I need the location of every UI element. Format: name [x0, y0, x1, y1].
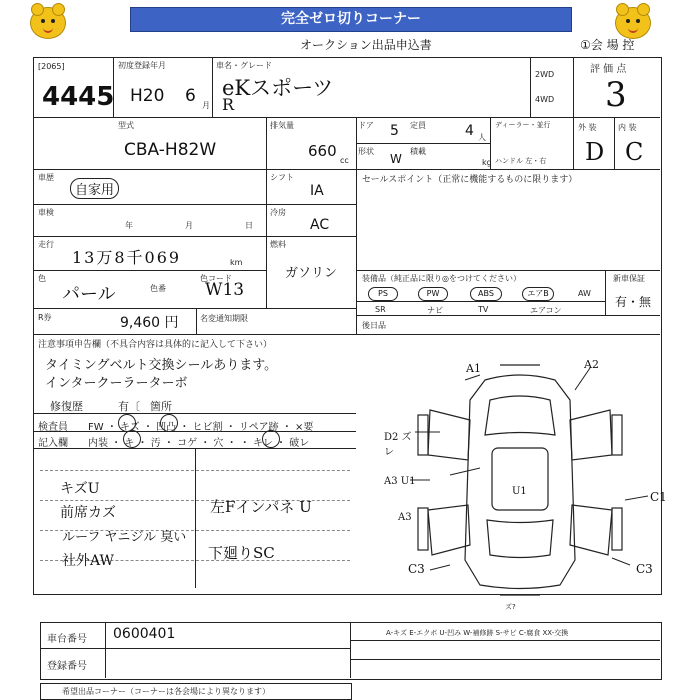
- diag-d2: D2 ズレ: [384, 432, 412, 458]
- car-name: eKスポーツ: [222, 76, 334, 100]
- fuel-value: ガソリン: [285, 266, 338, 281]
- venue-copy: ①会 場 控: [580, 38, 635, 52]
- diag-c3-right: C3: [636, 562, 653, 576]
- ac-value: AC: [310, 217, 330, 233]
- hand-note-6: 下廻りSC: [208, 544, 275, 562]
- note-line-2: インタークーラーターボ: [45, 376, 188, 391]
- mascot-left-icon: [30, 7, 66, 39]
- damage-legend: A-キズ E-エクボ U-凹み W-補修跡 S-サビ C-腐食 XX-交換: [386, 629, 569, 637]
- hand-note-5: 左Fインパネ U: [210, 498, 312, 516]
- hand-note-1: キズU: [60, 481, 100, 497]
- model-label: 型式: [118, 121, 134, 130]
- diag-a3u1: A3 U1: [384, 476, 416, 487]
- hand-note-2: 前席カズ: [60, 505, 116, 521]
- diag-c1: C1: [650, 490, 667, 504]
- equip-abs: ABS: [470, 287, 502, 301]
- price-value: 9,460 円: [120, 315, 179, 331]
- score-value: 3: [605, 75, 627, 115]
- first-reg-year: H20: [130, 86, 165, 106]
- chassis-number: 0600401: [113, 626, 176, 642]
- equip-aw: AW: [578, 289, 591, 298]
- diag-a3: A3: [398, 512, 412, 523]
- record-row: 内装 ・ キ ・ 汚 ・ コゲ ・ 穴 ・ ・ キレ ・ 破レ: [88, 438, 310, 449]
- equip-ps: PS: [368, 287, 398, 301]
- first-reg-label: 初度登録年月: [118, 61, 166, 70]
- first-reg-month: 6: [185, 86, 196, 106]
- hand-note-3: ルーフ ヤニジル 臭い: [62, 530, 187, 545]
- exterior-grade: D: [585, 138, 605, 166]
- diag-u1: U1: [512, 486, 527, 497]
- shift-value: IA: [310, 183, 324, 199]
- usage-value: 自家用: [70, 178, 119, 199]
- interior-grade: C: [625, 138, 644, 166]
- diag-a1: A1: [466, 362, 481, 375]
- lot-small: [2065]: [38, 62, 65, 71]
- capacity-value: 4: [465, 123, 474, 139]
- car-grade: R: [222, 95, 235, 114]
- equip-airbag: エアB: [522, 287, 554, 301]
- displacement-value: 660: [308, 142, 337, 160]
- score-label: 評 価 点: [590, 64, 627, 75]
- door-value: 5: [390, 123, 399, 139]
- lot-number: 4445: [42, 82, 115, 112]
- diag-c3-left: C3: [408, 562, 425, 576]
- banner-title: 完全ゼロ切りコーナー: [130, 7, 572, 32]
- diag-a2: A2: [584, 358, 599, 371]
- color-value: パール: [62, 284, 116, 305]
- diag-sub: ズ?: [505, 603, 516, 611]
- color-code-value: W13: [205, 280, 245, 300]
- check-row: FW ・ キズ ・ 凹凸 ・ ヒビ割 ・ リペア跡 ・ ×要: [88, 422, 314, 433]
- mileage-value: 13万8千069: [72, 248, 182, 267]
- form-title: オークション出品申込書: [300, 38, 432, 52]
- equip-pw: PW: [418, 287, 448, 301]
- mascot-right-icon: [615, 7, 651, 39]
- shape-value: W: [390, 152, 402, 166]
- model-value: CBA-H82W: [124, 140, 217, 160]
- note-line-1: タイミングベルト交換シールあります。: [45, 358, 278, 373]
- warranty-value: 有・無: [615, 295, 652, 309]
- hand-note-4: 社外AW: [62, 553, 114, 569]
- name-grade-label: 車名・グレード: [216, 61, 272, 70]
